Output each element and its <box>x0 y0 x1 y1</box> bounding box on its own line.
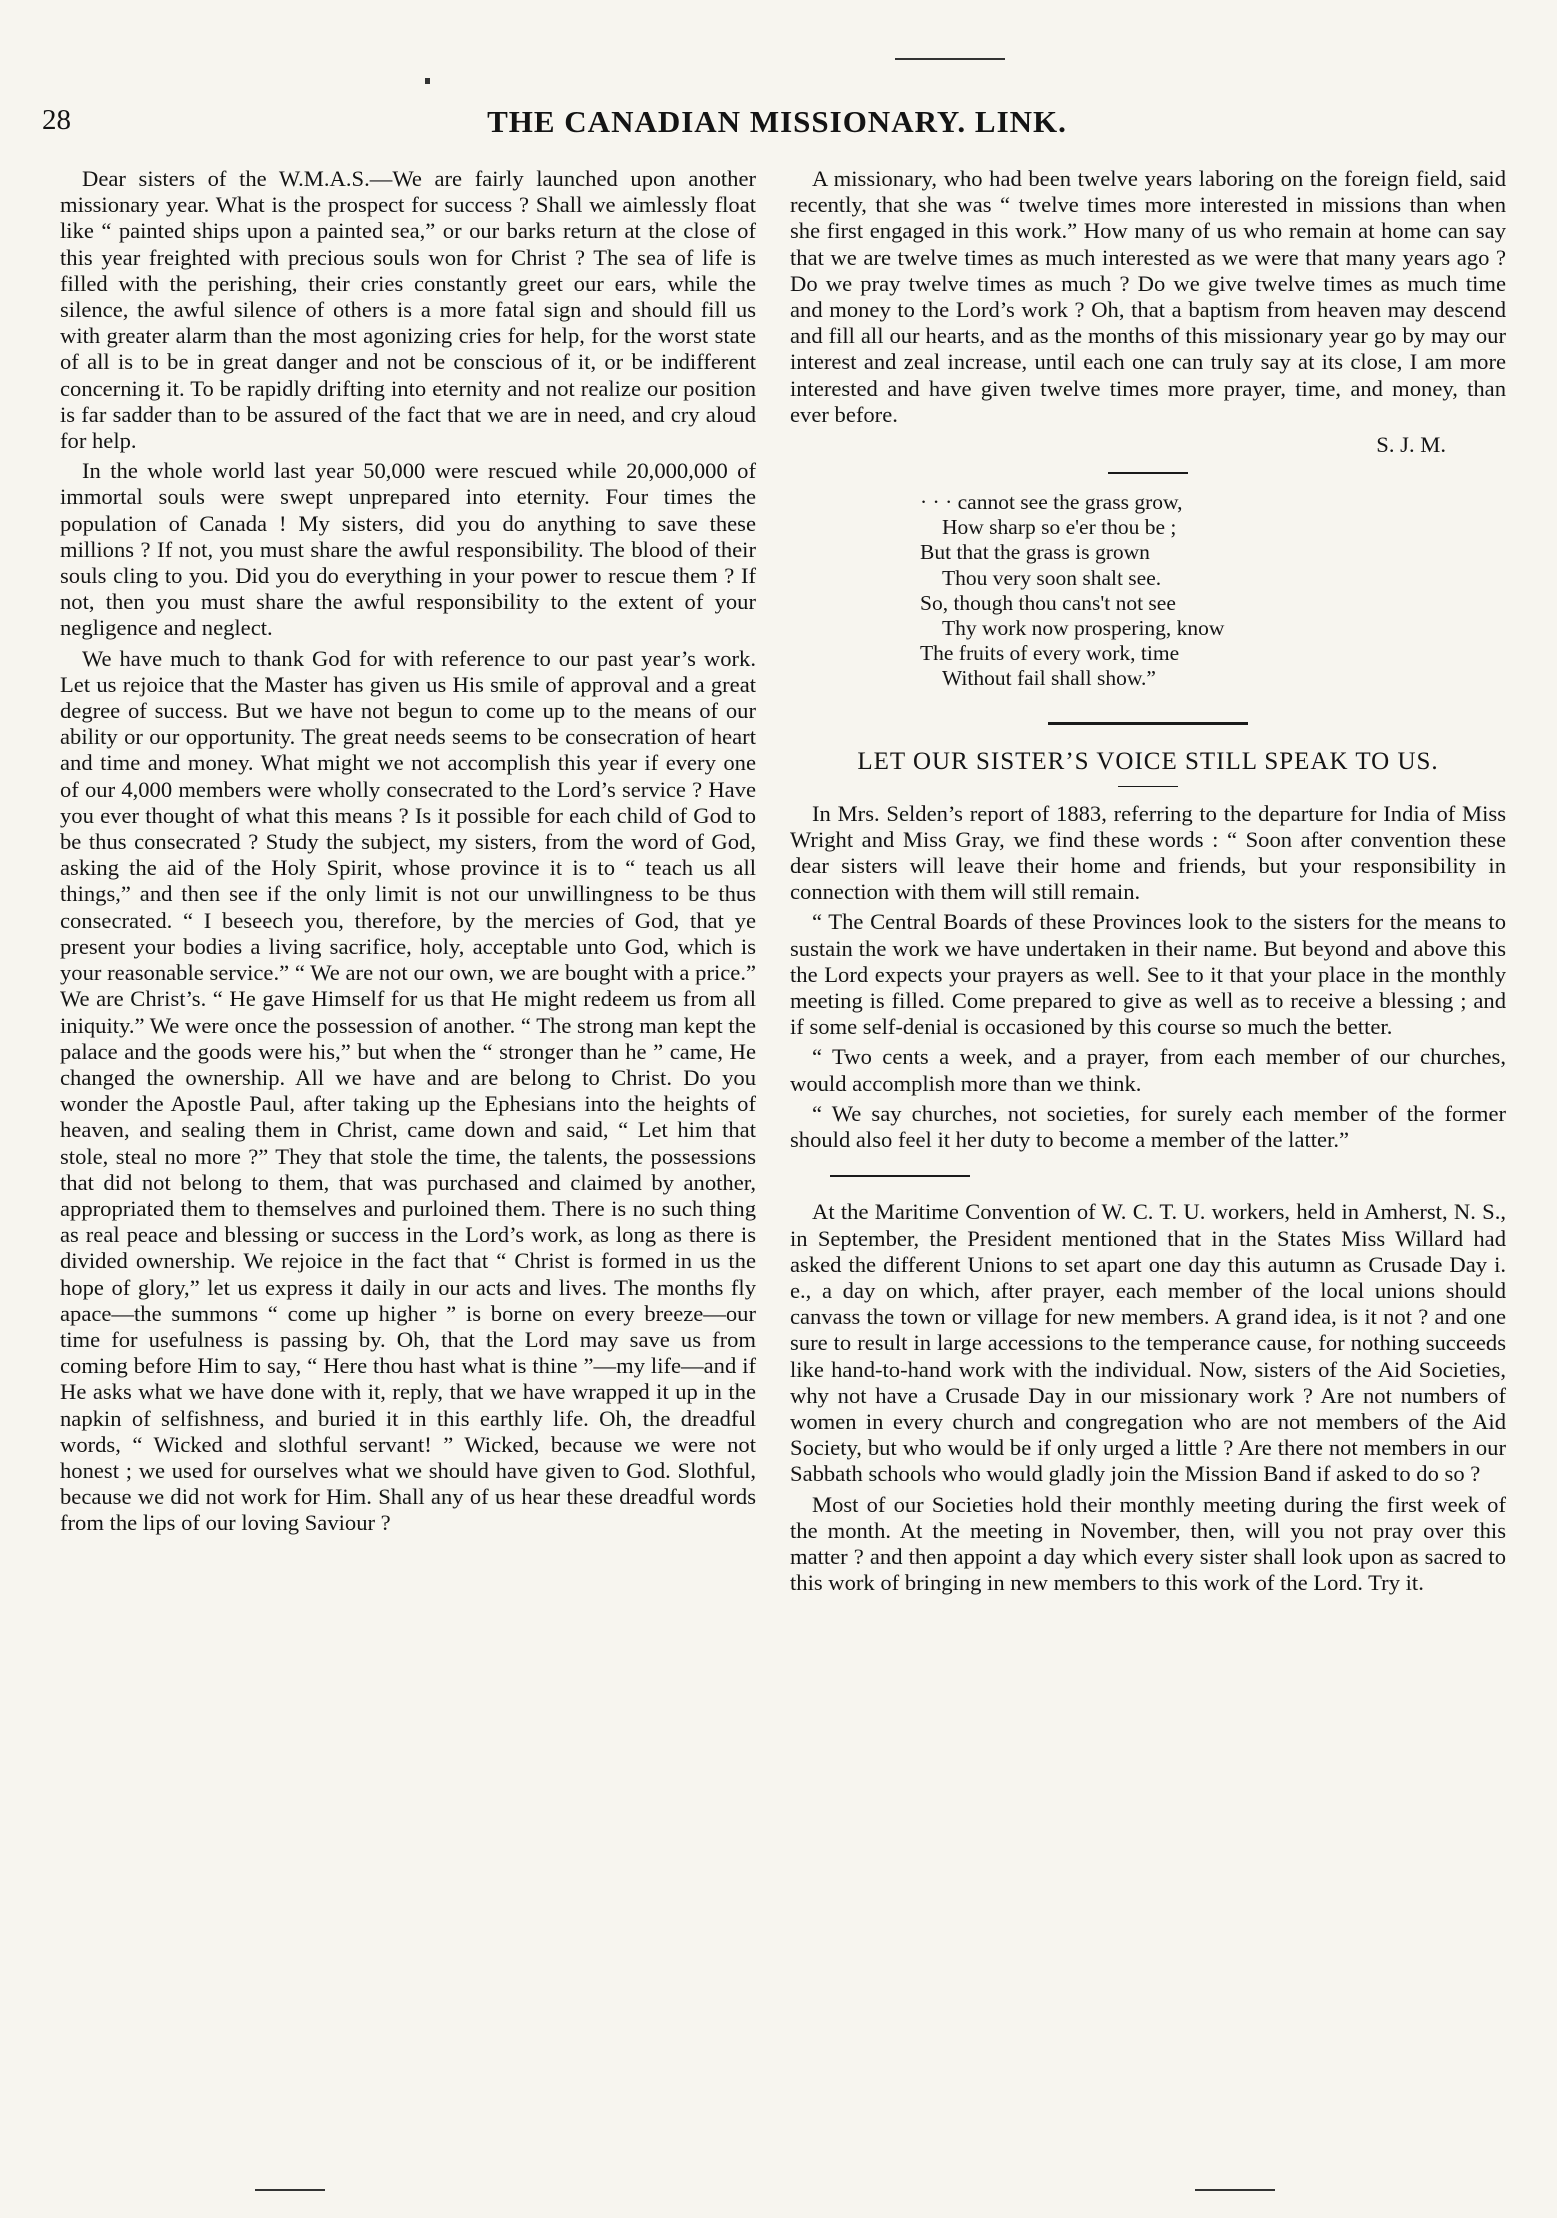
footer-rule-left <box>255 2189 325 2191</box>
article-paragraph: At the Maritime Convention of W. C. T. U. workers, held in Amherst, N. S., in September, the President mentioned that in the States Miss Willard had asked the different Unions to set apart one day this autumn as Crusade Day i. e., a day on which, after prayer, each member of the local unions should canvass the town or village for new members. A grand idea, is it not ? and one sure to result in large accessions to the temperance cause, for nothing succeeds like hand-to-hand work with the individual. Now, sisters of the Aid Societies, why not have a Crusade Day in our missionary work ? Are not numbers of women in every church and congregation who are not members of the Aid Society, but who would be if only urged a little ? Are there not members in our Sabbath schools who would gladly join the Mission Band if asked to do so ? <box>790 1199 1506 1487</box>
poem-line: How sharp so e'er thou be ; <box>942 515 1177 540</box>
poem-line: Thou very soon shalt see. <box>942 565 1162 590</box>
article-paragraph: Most of our Societies hold their monthly meeting during the first week of the month. At the meeting in November, then, will you not pray over this matter ? and then appoint a day which every sister shall look upon as sacred to this work of bringing in new members to this work of the Lord. Try it. <box>790 1491 1506 1596</box>
right-column <box>790 166 1506 1600</box>
section-divider <box>1108 472 1188 474</box>
page-number: 28 <box>42 104 71 136</box>
article-paragraph: In Mrs. Selden’s report of 1883, referring to the departure for India of Miss Wright and Miss Gray, we find these words : “ Soon after convention these dear sisters will leave their home and friends, but your responsibility in connection with them will still remain. <box>790 800 1506 905</box>
left-column <box>60 166 756 1541</box>
poem-line: Thy work now prospering, know <box>942 616 1225 641</box>
article-paragraph: A missionary, who had been twelve years laboring on the foreign field, said recently, that she was “ twelve times more interested in missions than when she first engaged in this work.” How many of us who remain at home can say that we are twelve times as much interested as we were that many years ago ? Do we pray twelve times as much ? Do we give twelve times as much time and money to the Lord’s work ? Oh, that a baptism from heaven may descend and fill all our hearts, and as the months of this missionary year go by may our interest and zeal increase, until each one can truly say at its close, I am more interested and have given twelve times more prayer, time, and money, than ever before. <box>790 166 1506 427</box>
print-smudge <box>895 58 1005 60</box>
page-header <box>42 104 1512 144</box>
section-divider <box>830 1175 970 1177</box>
article-paragraph: Dear sisters of the W.M.A.S.—We are fairly launched upon another missionary year. What is the prospect for success ? Shall we aimlessly float like “ painted ships upon a painted sea,” or our barks return at the close of this year freighted with precious souls won for Christ ? The sea of life is filled with the perishing, their cries constantly greet our ears, while the silence, the awful silence of others is a more fatal sign and should fill us with greater alarm than the most agonizing cries for help, for the worst state of all is to be in great danger and not be conscious of it, or be indifferent concerning it. To be rapidly drifting into eternity and not realize our position is far sadder than to be assured of the fact that we are in need, and cry aloud for help. <box>60 166 756 454</box>
author-signature: S. J. M. <box>1376 432 1446 458</box>
article-paragraph: “ Two cents a week, and a prayer, from each member of our churches, would accomplish more than we think. <box>790 1044 1506 1096</box>
print-speck <box>425 78 430 84</box>
article-paragraph: We have much to thank God for with reference to our past year’s work. Let us rejoice that the Master has given us His smile of approval and a great degree of success. But we have not begun to come up to the means of our ability or our opportunity. The great needs seems to be consecration of heart and time and money. What might we not accomplish this year if every one of our 4,000 members were wholly consecrated to the Lord’s service ? Have you ever thought of what this means ? Is it possible for each child of God to be thus consecrated ? Study the subject, my sisters, from the word of God, asking the aid of the Holy Spirit, whose province it is to “ teach us all things,” and then see if the only limit is not our unwillingness to be thus consecrated. “ I beseech you, therefore, by the mercies of God, that ye present your bodies a living sacrifice, holy, acceptable unto God, which is your reasonable service.” “ We are not our own, we are bought with a price.” We are Christ’s. “ He gave Himself for us that He might redeem us from all iniquity.” We were once the possession of another. “ The strong man kept the palace and the goods were his,” but when the “ stronger than he ” came, He changed the ownership. All we have and are belong to Christ. Do you wonder the Apostle Paul, after taking up the Ephesians into the heights of heaven, and sealing them in Christ, came down and said, “ Let him that stole, steal no more ?” They that stole the time, the talents, the possessions that did not belong to them, that was purchased and claimed by another, appropriated them to themselves and purloined them. There is no such thing as real peace and blessing or success in the Lord’s work, as long as there is divided ownership. We rejoice in the fact that “ Christ is formed in us the hope of glory,” let us express it daily in our acts and lives. The months fly apace—the summons “ come up higher ” is borne on every breeze—our time for usefulness is passing by. Oh, that the Lord may save us from coming before Him to say, “ Here thou hast what is thine ”—my life—and if He asks what we have done with it, reply, that we have wrapped it up in the napkin of selfishness, and buried it in this earthly life. Oh, the dreadful words, “ Wicked and slothful servant! ” Wicked, because we were not honest ; we used for ourselves what we should have given to God. Slothful, because we did not work for Him. Shall any of us hear these dreadful words from the lips of our loving Saviour ? <box>60 645 756 1536</box>
poem-line: · · · cannot see the grass grow, <box>920 490 1183 515</box>
poem-line: Without fail shall show.” <box>942 666 1156 691</box>
poem-line: The fruits of every work, time <box>920 641 1180 666</box>
footer-rule-right <box>1195 2189 1275 2191</box>
poem-line: So, though thou cans't not see <box>920 590 1176 615</box>
heading-rule <box>1118 786 1178 787</box>
poem <box>920 490 1506 692</box>
article-paragraph: “ The Central Boards of these Provinces look to the sisters for the means to sustain the work we have undertaken in their name. But beyond and above this the Lord expects your prayers as well. See to it that your place in the monthly meeting is filled. Come prepared to give as well as to receive a blessing ; and if some self-denial is occasioned by this course so much the better. <box>790 909 1506 1040</box>
article-paragraph: In the whole world last year 50,000 were rescued while 20,000,000 of immortal souls were swept unprepared into eternity. Four times the population of Canada ! My sisters, did you do anything to save these millions ? If not, you must share the awful responsibility. The blood of their souls cling to you. Did you do everything in your power to rescue them ? If not, then you must share the awful responsibility to the extent of your negligence and neglect. <box>60 458 756 641</box>
section-divider <box>1048 722 1248 725</box>
section-heading: LET OUR SISTER’S VOICE STILL SPEAK TO US. <box>857 747 1439 775</box>
running-title: THE CANADIAN MISSIONARY. LINK. <box>487 104 1067 139</box>
article-paragraph: “ We say churches, not societies, for surely each member of the former should also feel it her duty to become a member of the latter.” <box>790 1100 1506 1153</box>
poem-line: But that the grass is grown <box>920 540 1150 565</box>
